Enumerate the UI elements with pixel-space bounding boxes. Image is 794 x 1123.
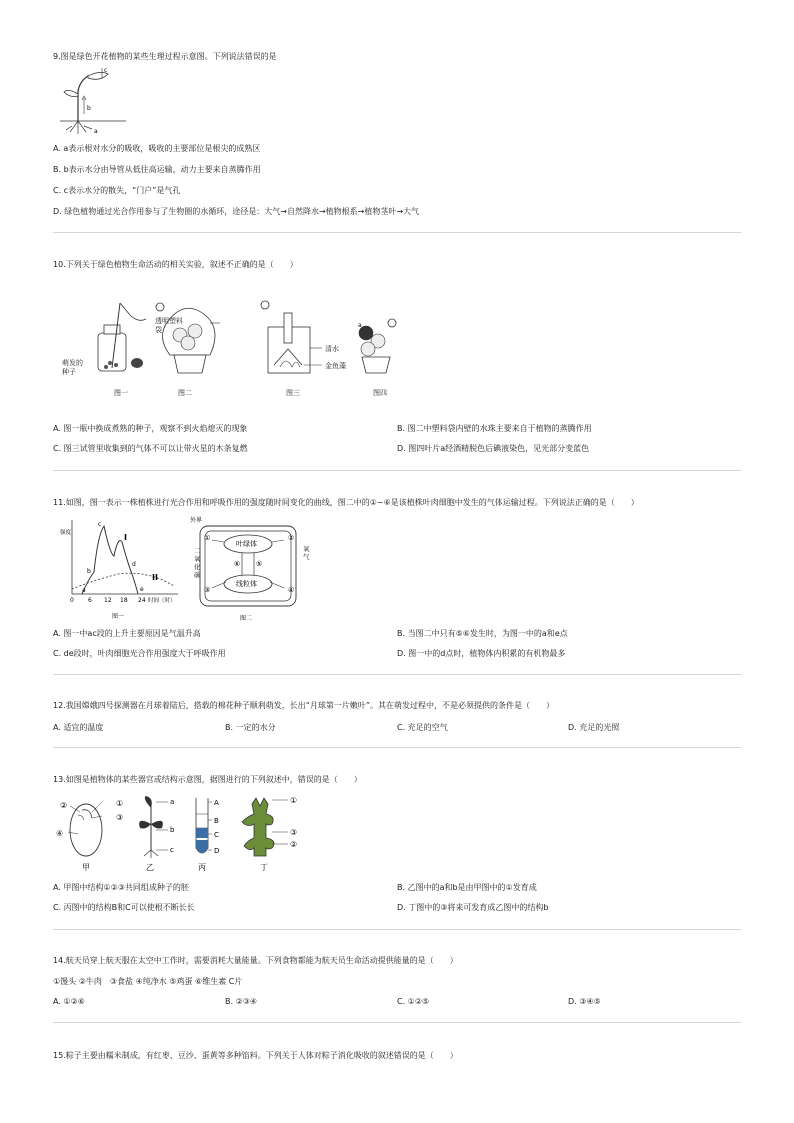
q14-option-a[interactable]: A. ①②⑥: [53, 997, 85, 1006]
q11-n6: ⑥: [234, 560, 241, 568]
q11-point-b: b: [87, 568, 91, 575]
q10-caption-fig2: 图二: [178, 389, 192, 397]
q13-seedling-b: b: [170, 826, 175, 834]
q14-option-b[interactable]: B. ②③④: [225, 997, 258, 1006]
question-10-stem: 10.下列关于绿色植物生命活动的相关实验，叙述不正确的是（ ）: [53, 260, 298, 269]
q11-chart-xlabel: 时间（时）: [148, 598, 176, 604]
q11-cell-co2: 二氧化碳: [194, 547, 201, 579]
q13-bud-n3: ③: [290, 828, 298, 837]
q11-intensity-chart: [58, 514, 188, 624]
q14-option-d[interactable]: D. ③④⑤: [568, 997, 601, 1006]
q11-point-e: e: [140, 586, 144, 593]
q13-seed-n3: ③: [116, 813, 124, 822]
question-12-stem: 12.我国嫦娥四号探测器在月球着陆后，搭载的棉花种子顺利萌发，长出“月球第一片嫩叶”。其在萌发过程中，不是必须提供的条件是（ ）: [53, 701, 555, 710]
q11-chloroplast: 叶绿体: [236, 540, 257, 548]
question-13: [53, 774, 741, 786]
question-15: [53, 1050, 741, 1062]
q9-option-d[interactable]: D. 绿色植物通过光合作用参与了生物圈的水循环，途径是：大气→自然降水→植物根系→植物茎叶→大气: [53, 207, 420, 216]
q13-option-a[interactable]: A. 甲图中结构①②③共同组成种子的胚: [53, 883, 189, 892]
q10-label-seeds: 萌发的种子: [62, 359, 83, 376]
q12-option-a[interactable]: A. 适宜的温度: [53, 723, 104, 732]
q9-label-a: a: [94, 128, 98, 135]
q12-option-d[interactable]: D. 充足的光照: [568, 723, 620, 732]
q13-caption-yi: 乙: [146, 863, 154, 872]
divider: [53, 1022, 741, 1023]
q13-seed-n1: ①: [116, 799, 124, 808]
question-12: [53, 700, 741, 712]
q11-tick-24: 24: [138, 597, 146, 604]
question-11-stem: 11.如图，图一表示一株植株进行光合作用和呼吸作用的强度随时间变化的曲线，图二中的①~⑥是该植株叶肉细胞中发生的气体运输过程。下列说法正确的是（ ）: [53, 498, 639, 507]
q11-option-b[interactable]: B. 当图二中只有⑤⑥发生时，为图一中的a和e点: [397, 629, 568, 638]
question-13-stem: 13.如图是植物体的某些器官或结构示意图，据图进行的下列叙述中，错误的是（ ）: [53, 775, 362, 784]
q12-option-b[interactable]: B. 一定的水分: [225, 723, 276, 732]
q10-caption-fig4: 图四: [373, 389, 387, 397]
question-9-stem: 9.图是绿色开花植物的某些生理过程示意图。下列说法错误的是: [53, 52, 277, 61]
q13-caption-bing: 丙: [198, 863, 206, 872]
q13-root-A: A: [214, 799, 219, 807]
divider: [53, 674, 741, 675]
q11-chart-ylabel: 强度: [60, 530, 72, 536]
divider: [53, 232, 741, 233]
q11-option-a[interactable]: A. 图一中ac段的上升主要原因是气温升高: [53, 629, 201, 638]
q10-option-d[interactable]: D. 图四叶片a经酒精脱色后碘液染色，见光部分变蓝色: [397, 444, 590, 453]
q13-root-C: C: [214, 831, 219, 839]
q11-mitochondria: 线粒体: [236, 580, 257, 588]
q11-point-a: a: [82, 587, 86, 594]
q11-n5: ⑤: [256, 560, 263, 568]
question-14: [53, 955, 741, 967]
q13-seedling-a: a: [170, 798, 175, 806]
question-11: [53, 497, 741, 509]
q13-caption-jia: 甲: [82, 863, 90, 872]
q10-label-weed: 金鱼藻: [325, 362, 346, 370]
q11-curve-2: II: [152, 573, 158, 582]
q11-option-d[interactable]: D. 图一中的d点时，植物体内积累的有机物最多: [397, 649, 566, 658]
q11-n4: ④: [288, 586, 295, 594]
q11-n1: ①: [204, 534, 211, 542]
q11-tick-0: 0: [70, 597, 74, 604]
q11-cell-outside: 外界: [190, 517, 203, 524]
divider: [53, 747, 741, 748]
q14-option-c[interactable]: C. ①②⑤: [397, 997, 430, 1006]
q13-option-b[interactable]: B. 乙图中的a和b是由甲图中的①发育成: [397, 883, 537, 892]
question-9: [53, 51, 741, 63]
q11-chart-caption: 图一: [112, 613, 125, 620]
q11-option-c[interactable]: C. de段时，叶肉细胞光合作用强度大于呼吸作用: [53, 649, 226, 658]
q11-cell-caption: 图二: [240, 615, 253, 622]
q13-bud-n2: ②: [290, 840, 298, 849]
q10-label-a: a: [358, 322, 362, 329]
q10-option-a[interactable]: A. 图一瓶中换成煮熟的种子，观察不到火焰熄灭的现象: [53, 424, 248, 433]
q10-label-bag: 透明塑料袋: [155, 317, 183, 334]
divider: [53, 470, 741, 471]
q11-tick-12: 12: [104, 597, 112, 604]
q13-option-c[interactable]: C. 丙图中的结构B和C可以使根不断长长: [53, 903, 195, 912]
q10-option-c[interactable]: C. 图三试管里收集到的气体不可以让带火星的木条复燃: [53, 444, 248, 453]
q10-caption-fig1: 图一: [114, 389, 128, 397]
q10-option-b[interactable]: B. 图二中塑料袋内壁的水珠主要来自于植物的蒸腾作用: [397, 424, 592, 433]
question-10: [53, 259, 741, 271]
q9-label-b: b: [87, 105, 91, 112]
q10-caption-fig3: 图三: [286, 389, 300, 397]
q9-label-c: c: [104, 67, 108, 74]
question-14-stem: 14.航天员穿上航天服在太空中工作时，需要消耗大量能量。下列食物都能为航天员生命活动提供能量的是（ ）: [53, 956, 458, 965]
q11-tick-6: 6: [88, 597, 92, 604]
q11-cell-diagram: [186, 514, 326, 626]
q9-plant-figure: [58, 66, 128, 136]
q13-seed-n2: ②: [60, 801, 68, 810]
q13-plant-organs-figure: [56, 794, 306, 874]
q13-seedling-c: c: [170, 846, 174, 854]
q9-option-c[interactable]: C. c表示水分的散失，“门户”是气孔: [53, 186, 181, 195]
q13-root-B: B: [214, 817, 219, 825]
q14-food-list: ①馒头 ②牛肉 ③食盐 ④纯净水 ⑤鸡蛋 ⑥维生素 C片: [53, 977, 243, 986]
q9-option-b[interactable]: B. b表示水分由导管从低往高运输，动力主要来自蒸腾作用: [53, 165, 261, 174]
q11-cell-o2: 氧气: [303, 545, 310, 561]
q13-option-d[interactable]: D. 丁图中的③将来可发育成乙图中的结构b: [397, 903, 549, 912]
q11-tick-18: 18: [120, 597, 128, 604]
question-15-stem: 15.粽子主要由糯米制成，有红枣、豆沙、蛋黄等多种馅料。下列关于人体对粽子消化吸收的叙述错误的是（ ）: [53, 1051, 458, 1060]
q10-experiment-figures: [60, 293, 420, 403]
q11-curve-1: I: [124, 533, 127, 542]
q11-point-c: c: [98, 521, 102, 528]
q11-point-d: d: [132, 561, 136, 568]
q13-bud-n1: ①: [290, 796, 298, 805]
q11-n3: ③: [204, 586, 211, 594]
q13-caption-ding: 丁: [260, 863, 268, 872]
q10-label-water: 清水: [325, 345, 339, 353]
divider: [53, 929, 741, 930]
q11-n2: ②: [288, 534, 295, 542]
q13-root-D: D: [214, 847, 220, 855]
q12-option-c[interactable]: C. 充足的空气: [397, 723, 448, 732]
q13-seed-n4: ④: [56, 829, 64, 838]
q9-option-a[interactable]: A. a表示根对水分的吸收，吸收的主要部位是根尖的成熟区: [53, 144, 261, 153]
